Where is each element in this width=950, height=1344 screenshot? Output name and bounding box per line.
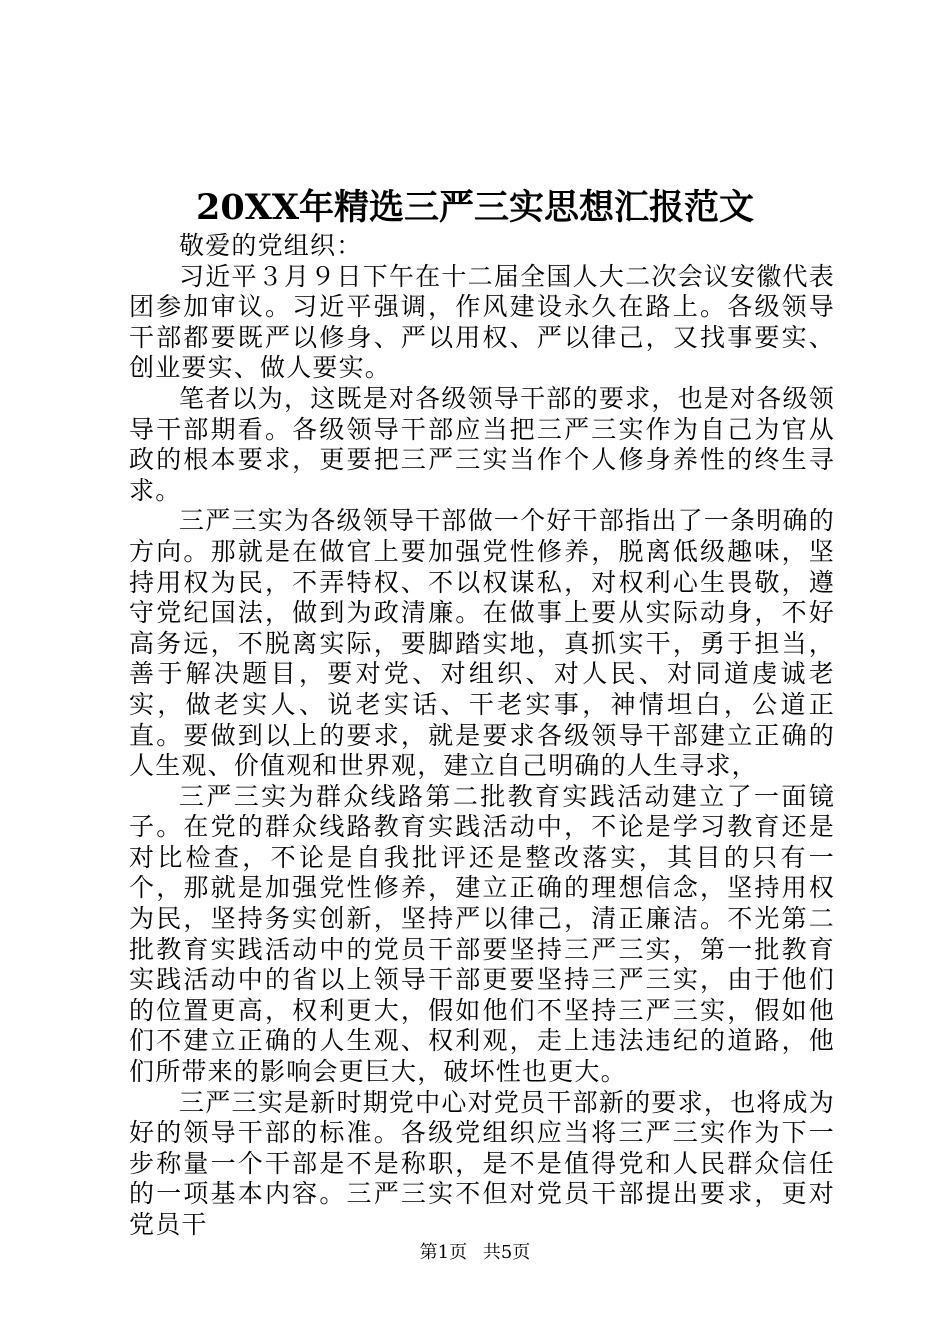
document-body <box>129 231 835 1241</box>
salutation: 敬爱的党组织： <box>179 231 363 260</box>
paragraph-1: 习近平３月９日下午在十二届全国人大二次会议安徽代表团参加审议。习近平强调，作风建设永久在路上。各级领导干部都要既严以修身、严以用权、严以律己，又找事要实、创业要实、做人要实。 <box>129 261 835 383</box>
page-footer <box>0 1241 950 1265</box>
paragraph-3: 三严三实为各级领导干部做一个好干部指出了一条明确的方向。那就是在做官上要加强党性修养，脱离低级趣味，坚持用权为民，不弄特权、不以权谋私，对权利心生畏敬，遵守党纪国法，做到为政清廉。在做事上要从实际动身，不好高务远，不脱离实际，要脚踏实地，真抓实干，勇于担当，善于解决题目，要对党、对组织、对人民、对同道虔诚老实，做老实人、说老实话、干老实事，神情坦白，公道正直。要做到以上的要求，就是要求各级领导干部建立正确的人生观、价值观和世界观，建立自己明确的人生寻求， <box>129 506 835 781</box>
paragraph-2: 笔者以为，这既是对各级领导干部的要求，也是对各级领导干部期看。各级领导干部应当把三严三实作为自己为官从政的根本要求，更要把三严三实当作个人修身养性的终生寻求。 <box>129 383 835 505</box>
paragraph-5: 三严三实是新时期党中心对党员干部新的要求，也将成为好的领导干部的标准。各级党组织应当将三严三实作为下一步称量一个干部是不是称职，是不是值得党和人民群众信任的一项基本内容。三严三实不但对党员干部提出要求，更对党员干 <box>129 1087 835 1239</box>
page-number: 第1页 <box>419 1242 468 1263</box>
page-total: 共5页 <box>482 1242 531 1263</box>
document-title: 20XX年精选三严三实思想汇报范文 <box>195 187 755 228</box>
paragraph-4: 三严三实为群众线路第二批教育实践活动建立了一面镜子。在党的群众线路教育实践活动中，不论是学习教育还是对比检查，不论是自我批评还是整改落实，其目的只有一个，那就是加强党性修养，建立正确的理想信念，坚持用权为民，坚持务实创新，坚持严以律己，清正廉洁。不光第二批教育实践活动中的党员干部要坚持三严三实，第一批教育实践活动中的省以上领导干部更要坚持三严三实，由于他们的位置更高，权利更大，假如他们不坚持三严三实，假如他们不建立正确的人生观、权利观，走上违法违纪的道路，他们所带来的影响会更巨大，破坏性也更大。 <box>129 781 835 1087</box>
